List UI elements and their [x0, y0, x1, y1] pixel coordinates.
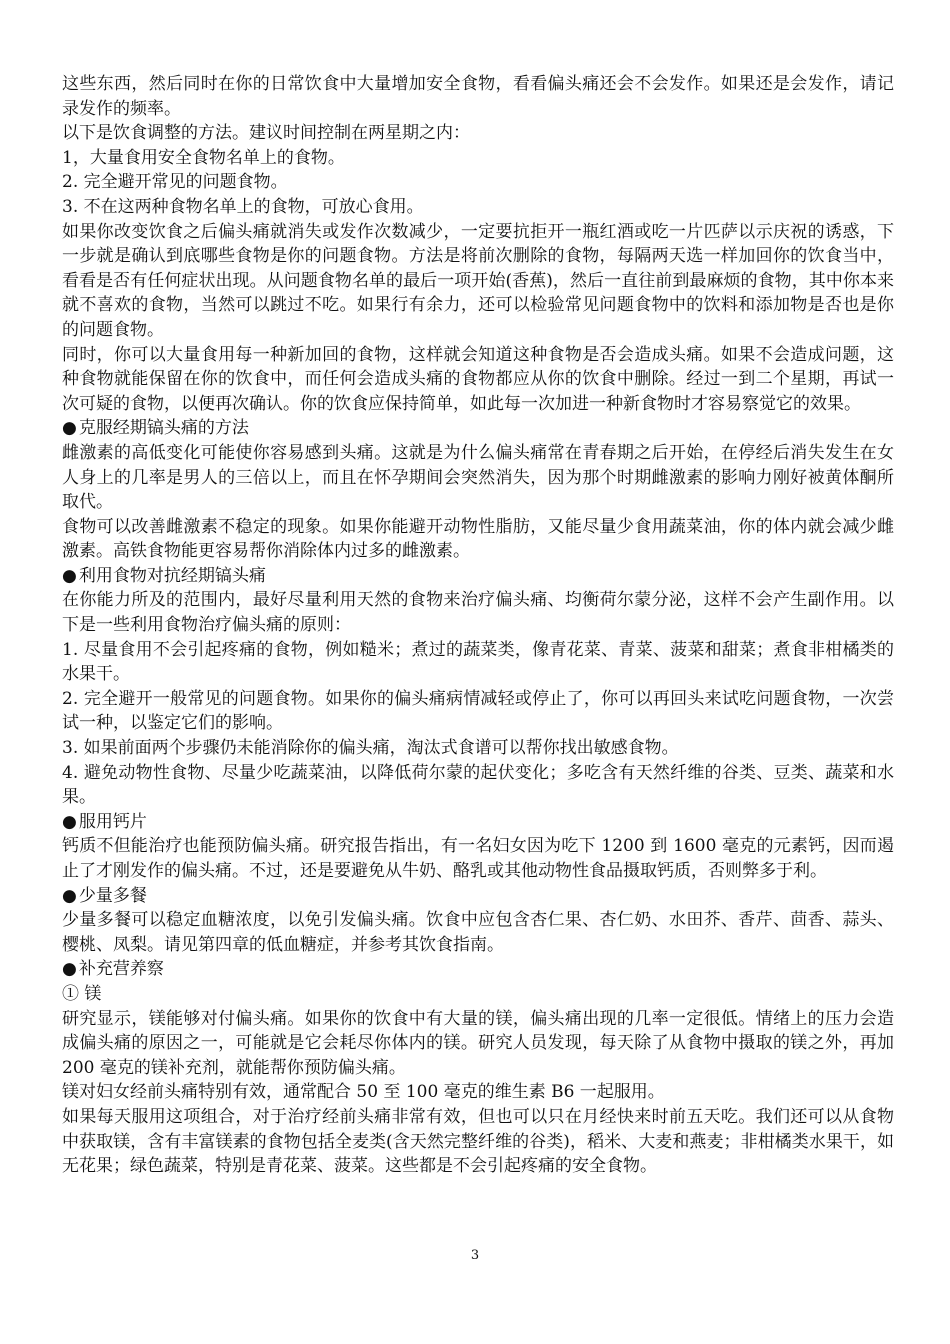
section-heading-text: 服用钙片: [78, 811, 147, 832]
bullet-dot: ●: [62, 418, 77, 439]
paragraph: 如果每天服用这项组合，对于治疗经前头痛非常有效，但也可以只在月经快来时前五天吃。我们还可以从食物中获取镁，含有丰富镁素的食物包括全麦类(含天然完整纤维的谷类)，稻米、大麦和燕麦；非柑橘类水果干，如无花果；绿色蔬菜，特别是青花菜、菠菜。这些都是不会引起疼痛的安全食物。: [62, 1106, 894, 1177]
bullet-dot: ●: [62, 811, 77, 832]
paragraph: 食物可以改善雌激素不稳定的现象。如果你能避开动物性脂肪，又能尽量少食用蔬菜油，你的体内就会减少雌激素。高铁食物能更容易帮你消除体内过多的雌激素。: [62, 516, 894, 562]
section-heading: [62, 810, 894, 835]
paragraph: 同时，你可以大量食用每一种新加回的食物，这样就会知道这种食物是否会造成头痛。如果不会造成问题，这种食物就能保留在你的饮食中，而任何会造成头痛的食物都应从你的饮食中删除。经过一到二个星期，再试一次可疑的食物，以便再次确认。你的饮食应保持简单，如此每一次加进一种新食物时才容易察觉它的效果。: [62, 344, 894, 414]
paragraph: 以下是饮食调整的方法。建议时间控制在两星期之内：: [62, 123, 470, 144]
bullet-dot: ●: [62, 885, 77, 906]
paragraph: 在你能力所及的范围内，最好尽量利用天然的食物来治疗偏头痛、均衡荷尔蒙分泌，这样不会产生副作用。以下是一些利用食物治疗偏头痛的原则：: [62, 590, 894, 636]
paragraph: 钙质不但能治疗也能预防偏头痛。研究报告指出，有一名妇女因为吃下 1200 到 1600 毫克的元素钙，因而遏止了才刚发作的偏头痛。不过，还是要避免从牛奶、酪乳或其他动物性食品摄取钙质，否则弊多于利。: [62, 836, 894, 881]
section-heading: [62, 884, 894, 909]
section-heading: [62, 564, 894, 589]
document-body: [62, 72, 894, 1179]
section-heading: [62, 416, 894, 441]
section-heading-text: 补充营养察: [78, 959, 164, 980]
section-heading-text: 少量多餐: [78, 885, 147, 906]
paragraph: 研究显示，镁能够对付偏头痛。如果你的饮食中有大量的镁，偏头痛出现的几率一定很低。情绪上的压力会造成偏头痛的原因之一，可能就是它会耗尽你体内的镁。研究人员发现，每天除了从食物中摄取的镁之外，再加 200 毫克的镁补充剂，就能帮你预防偏头痛。: [62, 1008, 894, 1078]
paragraph: 3. 如果前面两个步骤仍未能消除你的偏头痛，淘汰式食谱可以帮你找出敏感食物。: [62, 738, 679, 759]
paragraph: ① 镁: [62, 983, 102, 1004]
paragraph: 如果你改变饮食之后偏头痛就消失或发作次数减少，一定要抗拒开一瓶红酒或吃一片匹萨以示庆祝的诱惑，下一步就是确认到底哪些食物是你的问题食物。方法是将前次删除的食物，每隔两天选一样加回你的饮食当中，看看是否有任何症状出现。从问题食物名单的最后一项开始(香蕉)，然后一直往前到最麻烦的食物，其中你本来就不喜欢的食物，当然可以跳过不吃。如果行有余力，还可以检验常见问题食物中的饮料和添加物是否也是你的问题食物。: [62, 221, 894, 340]
paragraph: 雌激素的高低变化可能使你容易感到头痛。这就是为什么偏头痛常在青春期之后开始，在停经后消失发生在女人身上的几率是男人的三倍以上，而且在怀孕期间会突然消失，因为那个时期雌激素的影响力刚好被黄体酮所取代。: [62, 442, 894, 513]
section-heading-text: 利用食物对抗经期镐头痛: [78, 565, 266, 586]
bullet-dot: ●: [62, 959, 77, 980]
paragraph: 少量多餐可以稳定血糖浓度，以免引发偏头痛。饮食中应包含杏仁果、杏仁奶、水田芥、香芹、茴香、蒜头、樱桃、凤梨。请见第四章的低血糖症，并参考其饮食指南。: [62, 910, 894, 955]
paragraph: 2. 完全避开常见的问题食物。: [62, 172, 288, 193]
paragraph: 4. 避免动物性食物、尽量少吃蔬菜油，以降低荷尔蒙的起伏变化；多吃含有天然纤维的谷类、豆类、蔬菜和水果。: [62, 762, 894, 808]
paragraph: 2. 完全避开一般常见的问题食物。如果你的偏头痛病情减轻或停止了，你可以再回头来试吃问题食物，一次尝试一种，以鉴定它们的影响。: [62, 688, 894, 734]
paragraph: 镁对妇女经前头痛特别有效，通常配合 50 至 100 毫克的维生素 B6 一起服用。: [62, 1082, 665, 1103]
paragraph: 1. 尽量食用不会引起疼痛的食物，例如糙米；煮过的蔬菜类，像青花菜、青菜、菠菜和甜菜；煮食非柑橘类的水果干。: [62, 639, 894, 685]
paragraph: 3. 不在这两种食物名单上的食物，可放心食用。: [62, 196, 424, 217]
section-heading: [62, 957, 894, 982]
bullet-dot: ●: [62, 565, 77, 586]
paragraph: 这些东西，然后同时在你的日常饮食中大量增加安全食物，看看偏头痛还会不会发作。如果还是会发作，请记录发作的频率。: [62, 74, 894, 119]
section-heading-text: 克服经期镐头痛的方法: [78, 418, 249, 439]
paragraph: 1，大量食用安全食物名单上的食物。: [62, 147, 345, 168]
page-number: 3: [470, 1248, 480, 1263]
